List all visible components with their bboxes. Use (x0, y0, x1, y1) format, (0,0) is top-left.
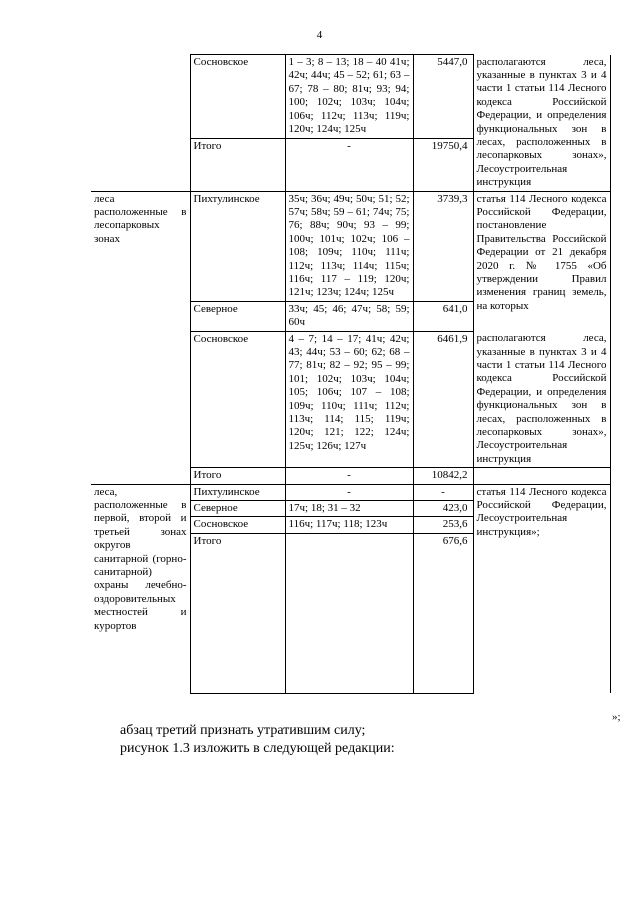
table-row (91, 191, 610, 301)
quarters-cell: 33ч; 45; 46; 47ч; 58; 59; 60ч (285, 301, 413, 331)
category-cell (91, 468, 190, 484)
forestry-name: Пихтулинское (190, 191, 285, 301)
area-cell: 5447,0 (413, 55, 473, 139)
area-cell: 641,0 (413, 301, 473, 331)
forestry-name: Сосновское (190, 55, 285, 139)
forestry-name: Северное (190, 501, 285, 517)
forest-table (91, 54, 611, 694)
basis-cell: статья 114 Лесного кодекса Российской Федерации, Лесоустроительная инструкция»; (473, 484, 610, 693)
end-quote-mark: »; (612, 711, 621, 723)
paragraph-text: абзац третий признать утратившим силу; (120, 723, 366, 738)
forestry-name: Пихтулинское (190, 484, 285, 500)
forestry-name: Северное (190, 301, 285, 331)
area-cell: 6461,9 (413, 331, 473, 468)
table-row (91, 55, 610, 139)
area-cell: 423,0 (413, 501, 473, 517)
quarters-cell: 4 – 7; 14 – 17; 41ч; 42ч; 43; 44ч; 53 – 60; 62; 68 – 77; 81ч; 82 – 92; 95 – 99; 101; 102ч; 103ч; 104ч; 105; 106ч; 107 – 108; 109ч; 110ч; 111ч; 112ч; 113ч; 114; 115; 119ч; 120ч; 121; 122; 124ч; 125ч; 126ч; 127ч (285, 331, 413, 468)
table-row (91, 484, 610, 500)
area-cell: 253,6 (413, 517, 473, 533)
basis-cell: располагаются леса, указанные в пунктах 3 и 4 части 1 статьи 114 Лесного кодекса Российской Федерации, и определения функциональных зон в лесах, расположенных в лесопарковых зонах», Лесоустроительная инструкция (473, 55, 610, 192)
area-cell: 10842,2 (413, 468, 473, 484)
area-cell: - (413, 484, 473, 500)
forestry-name: Итого (190, 533, 285, 693)
category-cell (91, 55, 190, 139)
quarters-cell: 17ч; 18; 31 – 32 (285, 501, 413, 517)
quarters-cell: - (285, 138, 413, 191)
category-cell: леса, расположенные в первой, второй и третьей зонах округов санитарной (горно-санитарной) охраны лечебно-оздоровительных местностей и курортов (91, 484, 190, 693)
table-row (91, 468, 610, 484)
category-cell (91, 138, 190, 191)
forestry-name: Сосновское (190, 517, 285, 533)
forestry-name: Итого (190, 468, 285, 484)
quarters-cell: - (285, 484, 413, 500)
area-cell: 676,6 (413, 533, 473, 693)
forestry-name: Сосновское (190, 331, 285, 468)
quarters-cell: 35ч; 36ч; 49ч; 50ч; 51; 52; 57ч; 58ч; 59 – 61; 74ч; 75; 76; 88ч; 90ч; 93 – 99; 100ч; 101ч; 102ч; 106 – 108; 109ч; 110ч; 111ч; 112ч; 113ч; 114ч; 115ч; 116ч; 117 – 119; 120ч; 121ч; 123ч; 124ч; 125ч (285, 191, 413, 301)
quarters-cell: 116ч; 117ч; 118; 123ч (285, 517, 413, 533)
paragraph-text: рисунок 1.3 изложить в следующей редакции: (120, 741, 395, 756)
area-cell: 19750,4 (413, 138, 473, 191)
quarters-cell: 1 – 3; 8 – 13; 18 – 40 41ч; 42ч; 44ч; 45 – 52; 61; 63 – 67; 78 – 80; 81ч; 93; 94; 100; 102ч; 103ч; 104ч; 106ч; 112ч; 113ч; 119ч; 120ч; 124ч; 125ч (285, 55, 413, 139)
forestry-name: Итого (190, 138, 285, 191)
page-number: 4 (316, 29, 323, 41)
category-cell: леса расположенные в лесопарковых зонах (91, 191, 190, 468)
quarters-cell: - (285, 468, 413, 484)
area-cell: 3739,3 (413, 191, 473, 301)
basis-cell: статья 114 Лесного кодекса Российской Федерации, постановление Правительства Российской Федерации от 21 декабря 2020 г. № 1755 «Об утверждении Правил изменения границ земель, на которых (473, 191, 610, 331)
basis-cell (473, 468, 610, 484)
basis-cell: располагаются леса, указанные в пунктах 3 и 4 части 1 статьи 114 Лесного кодекса Российской Федерации, и определения функциональных зон в лесах, расположенных в лесопарковых зонах», Лесоустроительная инструкция (473, 331, 610, 468)
quarters-cell (285, 533, 413, 693)
